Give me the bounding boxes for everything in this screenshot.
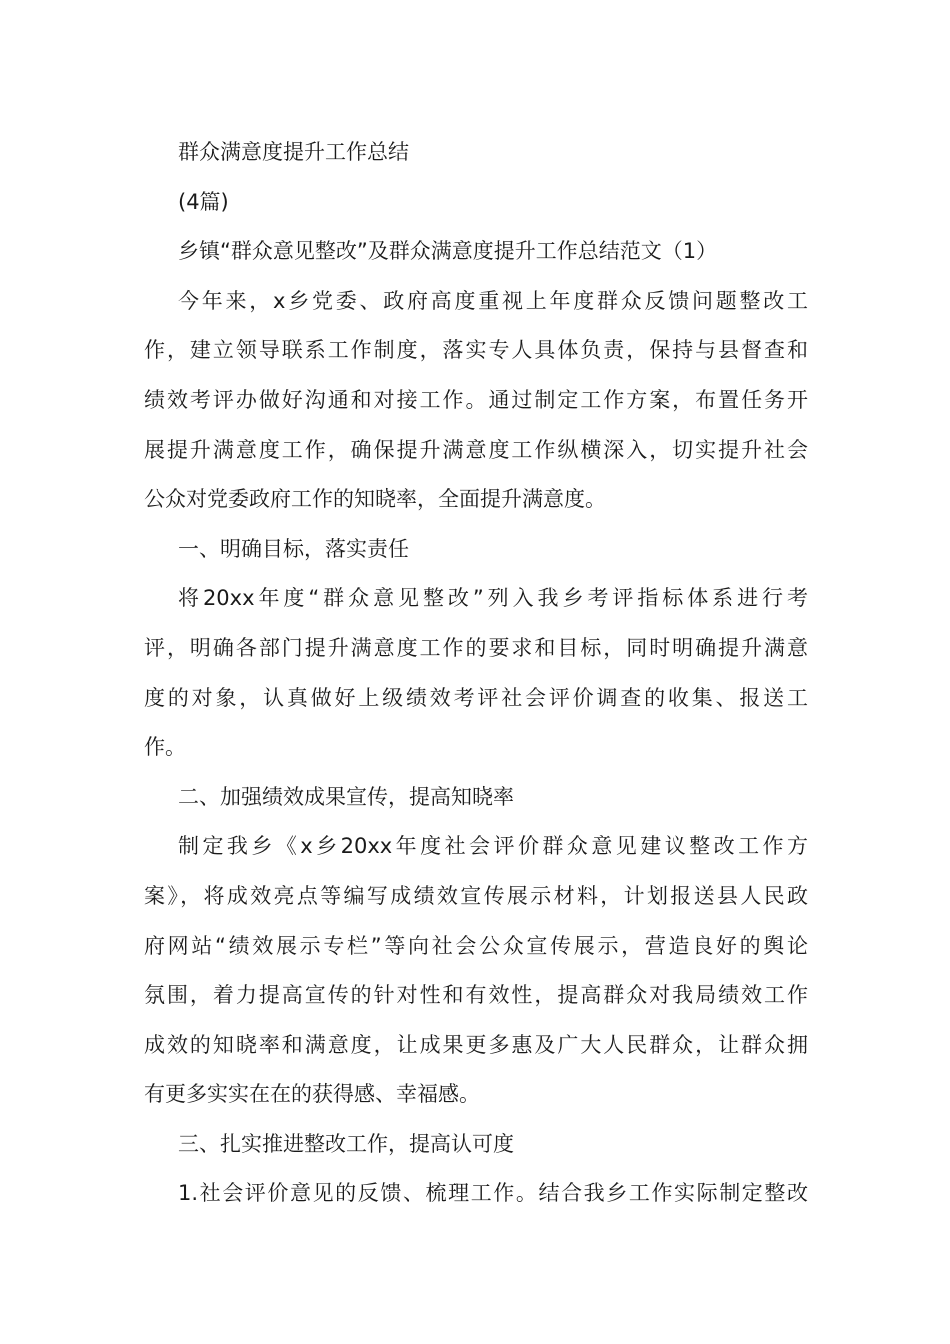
section-1-paragraph [144, 574, 808, 772]
paragraph-line: 有更多实实在在的获得感、幸福感。 [144, 1082, 480, 1107]
paragraph-line: 作，建立领导联系工作制度，落实专人具体负责，保持与县督查和 [144, 338, 808, 363]
article-heading: 乡镇“群众意见整改”及群众满意度提升工作总结范文（1） [178, 239, 718, 264]
paragraph-line: 将20xx年度“群众意见整改”列入我乡考评指标体系进行考 [178, 586, 808, 611]
paragraph-line: 评，明确各部门提升满意度工作的要求和目标，同时明确提升满意 [144, 635, 808, 660]
section-heading-3: 三、扎实推进整改工作，提高认可度 [178, 1131, 514, 1156]
section-3-paragraph [144, 1169, 808, 1219]
document-title: 群众满意度提升工作总结 [178, 140, 409, 164]
paragraph-line: 府网站“绩效展示专栏”等向社会公众宣传展示，营造良好的舆论 [144, 933, 808, 958]
paragraph-line: 公众对党委政府工作的知晓率，全面提升满意度。 [144, 487, 606, 512]
paragraph-line: 案》，将成效亮点等编写成绩效宣传展示材料，计划报送县人民政 [144, 883, 808, 908]
section-heading-1: 一、明确目标，落实责任 [178, 536, 409, 561]
paragraph-line: 1.社会评价意见的反馈、梳理工作。结合我乡工作实际制定整改 [178, 1181, 808, 1206]
paragraph-line: 作。 [144, 735, 186, 760]
section-2-paragraph [144, 822, 808, 1120]
section-heading-2: 二、加强绩效成果宣传，提高知晓率 [178, 784, 514, 809]
paragraph-line: 绩效考评办做好沟通和对接工作。通过制定工作方案，布置任务开 [144, 387, 808, 412]
paragraph-line: 成效的知晓率和满意度，让成果更多惠及广大人民群众，让群众拥 [144, 1032, 808, 1057]
paragraph-line: 今年来，x乡党委、政府高度重视上年度群众反馈问题整改工 [178, 288, 808, 313]
intro-paragraph [144, 277, 808, 525]
paragraph-line: 展提升满意度工作，确保提升满意度工作纵横深入，切实提升社会 [144, 437, 808, 462]
paragraph-line: 制定我乡《x乡20xx年度社会评价群众意见建议整改工作方 [178, 834, 808, 859]
paragraph-line: 度的对象，认真做好上级绩效考评社会评价调查的收集、报送工 [144, 685, 808, 710]
paragraph-line: 氛围，着力提高宣传的针对性和有效性，提高群众对我局绩效工作 [144, 983, 808, 1008]
document-subtitle: (4篇) [178, 189, 229, 214]
document-body [144, 128, 808, 1219]
